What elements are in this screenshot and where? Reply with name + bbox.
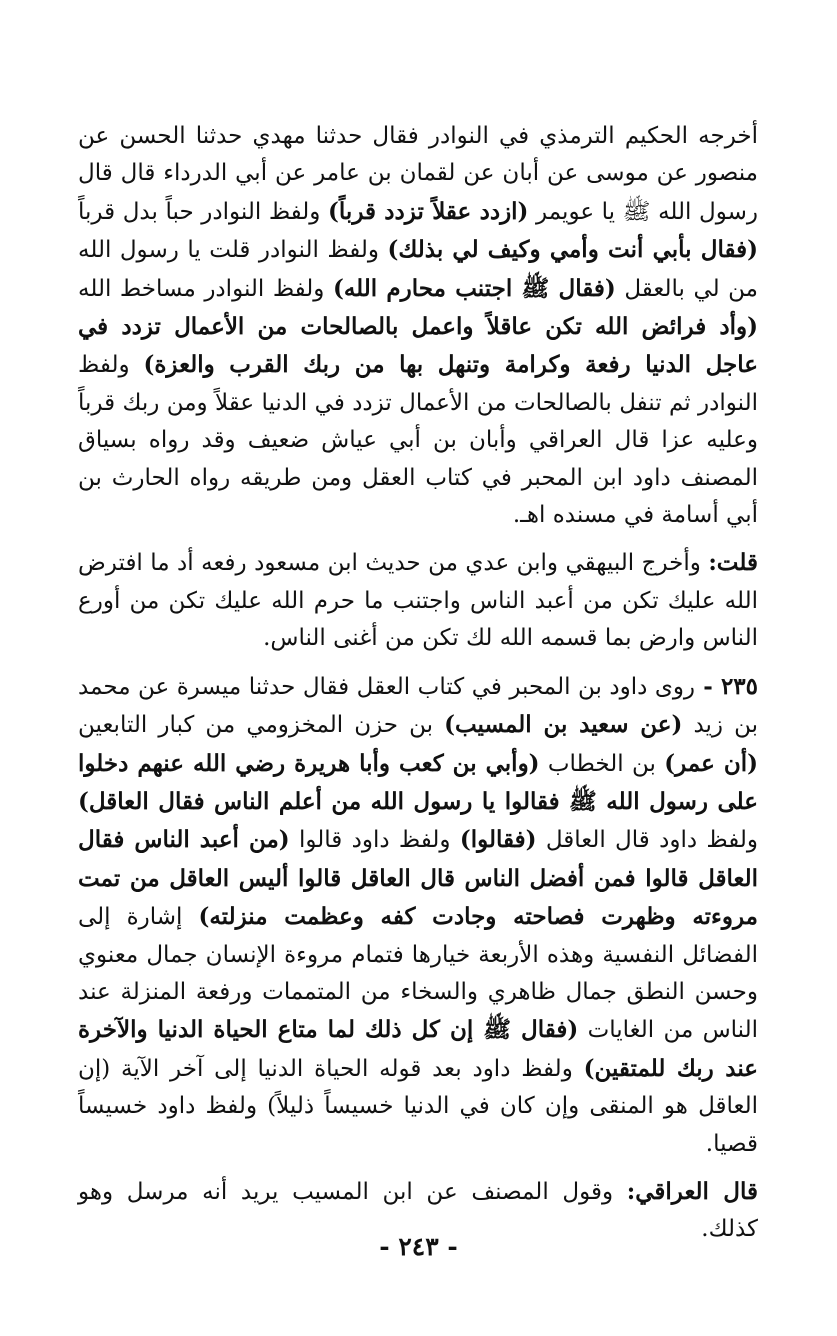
quoted-hadith-text: (وأد فرائض الله تكن عاقلاً واعمل بالصالحات من الأعمال تزدد في عاجل الدنيا رفعة وكرامة وتنهل بها من ربك القرب والعزة) bbox=[78, 313, 758, 379]
quoted-hadith-text: (أن عمر) bbox=[664, 749, 758, 777]
quoted-hadith-text: (ازدد عقلاً تزدد قرباً) bbox=[328, 197, 529, 225]
text-segment: ولفظ النوادر حباً بدل قرباً bbox=[78, 198, 329, 225]
body-text bbox=[78, 118, 758, 1249]
paragraph-lead-label: قال العراقي: bbox=[626, 1177, 758, 1205]
text-segment: أخرجه الحكيم الترمذي في النوادر فقال حدثنا مهدي حدثنا الحسن عن منصور عن موسى عن أبان عن لقمان بن عامر عن أبي الدرداء قال قال رسول الله ﷺ يا عويمر bbox=[78, 123, 758, 225]
text-segment: وأخرج البيهقي وابن عدي من حديث ابن مسعود رفعه أد ما افترض الله عليك تكن من أعبد الناس واجتنب ما حرم الله عليك تكن من أورع الناس وارض بما قسمه الله لك تكن من أغنى الناس. bbox=[78, 550, 758, 652]
hadith-number: ٢٣٥ - bbox=[695, 672, 758, 700]
text-segment: ولفظ داود بعد قوله الحياة الدنيا إلى آخر الآية (إن العاقل هو المنقى وإن كان في الدنيا خسيساً ذليلاً) ولفظ داود خسيساً قصيا. bbox=[78, 1055, 758, 1157]
paragraph-2 bbox=[78, 544, 758, 657]
quoted-hadith-text: (فقال ﷺ إن كل ذلك لما متاع الحياة الدنيا والآخرة عند ربك للمتقين) bbox=[78, 1016, 759, 1082]
quoted-hadith-text: (عن سعيد بن المسيب) bbox=[444, 711, 683, 739]
quoted-hadith-text: (فقال بأبي أنت وأمي وكيف لي بذلك) bbox=[387, 236, 758, 264]
quoted-hadith-text: (وأبي بن كعب وأبا هريرة رضي الله عنهم دخلوا على رسول الله ﷺ فقالوا يا رسول الله من أعلم الناس فقال العاقل) bbox=[78, 749, 758, 815]
paragraph-lead-label: قلت: bbox=[708, 549, 758, 577]
paragraph-1 bbox=[78, 118, 758, 534]
text-segment: ولفظ النوادر مساخط الله bbox=[78, 275, 333, 302]
page-number: - ٢٤٣ - bbox=[379, 1232, 458, 1261]
text-segment: ولفظ داود قال العاقل bbox=[536, 827, 758, 854]
text-segment: بن الخطاب bbox=[539, 750, 665, 777]
text-segment: روى داود بن المحبر في كتاب العقل فقال حدثنا ميسرة عن محمد بن زيد bbox=[78, 673, 758, 739]
text-segment: إشارة إلى الفضائل النفسية وهذه الأربعة خيارها فتمام مروءة الإنسان جمال معنوي وحسن النطق جمال ظاهري والسخاء من المتممات ورفعة المنزلة عند الناس من الغايات bbox=[78, 904, 758, 1044]
quoted-hadith-text: (فقالوا) bbox=[459, 826, 537, 854]
paragraph-3 bbox=[78, 668, 758, 1163]
text-segment: ولفظ داود قالوا bbox=[289, 827, 460, 854]
quoted-hadith-text: (من أعبد الناس فقال العاقل قالوا فمن أفضل الناس قال العاقل قالوا أليس العاقل من تمت مروءته وظهرت فصاحته وجادت كفه وعظمت منزلته) bbox=[78, 826, 758, 931]
text-segment: بن حزن المخزومي من كبار التابعين bbox=[78, 712, 445, 739]
quoted-hadith-text: (فقال ﷺ اجتنب محارم الله) bbox=[332, 274, 616, 302]
text-segment: ولفظ النوادر قلت يا رسول الله من لي بالعقل bbox=[78, 237, 758, 302]
text-segment: وقول المصنف عن ابن المسيب يريد أنه مرسل وهو كذلك. bbox=[78, 1178, 758, 1243]
text-segment: ولفظ النوادر ثم تنفل بالصالحات من الأعمال تزدد في الدنيا عقلاً ومن ربك قرباً وعليه عزا قال العراقي وأبان بن أبي عياش ضعيف وقد رواه بسياق المصنف داود ابن المحبر في كتاب العقل ومن طريقه رواه الحارث بن أبي أسامة في مسنده اهـ. bbox=[78, 352, 758, 529]
